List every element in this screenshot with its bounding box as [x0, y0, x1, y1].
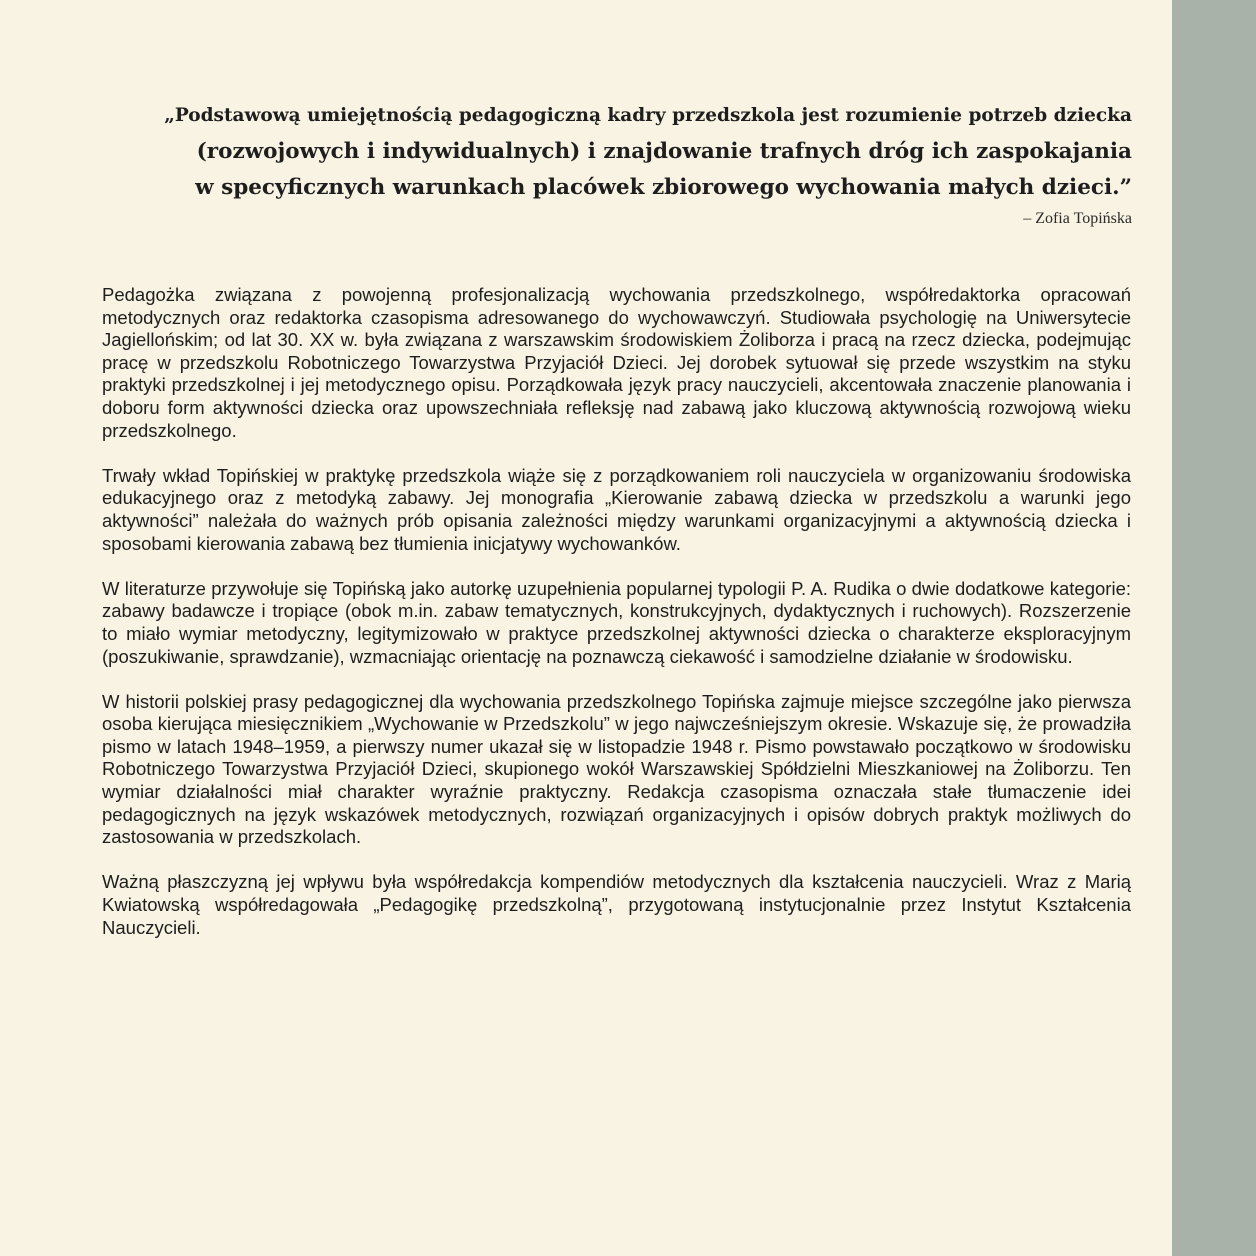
- paragraph-3: W literaturze przywołuje się Topińską jako autorkę uzupełnienia popularnej typologii P. A. Rudika o dwie dodatkowe kategorie: zabawy badawcze i tropiące (obok m.in. zabaw tematycznych, konstrukcyjnych, dydaktycznych i ruchowych). Rozszerzenie to miało wymiar metodyczny, legitymizowało w praktyce przedszkolnej aktywności dziecka o charakterze eksploracyjnym (poszukiwanie, sprawdzanie), wzmacniając orientację na poznawczą ciekawość i samodzielne działanie w środowisku.: [102, 577, 1131, 667]
- paragraph-2: Trwały wkład Topińskiej w praktykę przedszkola wiąże się z porządkowaniem roli nauczyciela w organizowaniu środowiska edukacyjnego oraz z metodyką zabawy. Jej monografia „Kierowanie zabawą dziecka w przedszkolu a warunki jego aktywności” należała do ważnych prób opisania zależności między warunkami organizacyjnymi a aktywnością dziecka i sposobami kierowania zabawą bez tłumienia inicjatywy wychowanków.: [102, 464, 1131, 554]
- quote-line-2: (rozwojowych i indywidualnych) i znajdowanie trafnych dróg ich zaspokajania: [196, 139, 1132, 164]
- quote-attribution: – Zofia Topińska: [1023, 210, 1132, 227]
- quote-line-1: „Podstawową umiejętnością pedagogiczną kadry przedszkola jest rozumienie potrzeb dziecka: [164, 105, 1132, 126]
- body-text: [102, 284, 1131, 962]
- paragraph-4: W historii polskiej prasy pedagogicznej dla wychowania przedszkolnego Topińska zajmuje miejsce szczególne jako pierwsza osoba kierująca miesięcznikiem „Wychowanie w Przedszkolu” w jego najwcześniejszym okresie. Wskazuje się, że prowadziła pismo w latach 1948–1959, a pierwszy numer ukazał się w listopadzie 1948 r. Pismo powstawało początkowo w środowisku Robotniczego Towarzystwa Przyjaciół Dzieci, skupionego wokół Warszawskiej Spółdzielni Mieszkaniowej na Żoliborzu. Ten wymiar działalności miał charakter wyraźnie praktyczny. Redakcja czasopisma oznaczała stałe tłumaczenie idei pedagogicznych na język wskazówek metodycznych, rozwiązań organizacyjnych i opisów dobrych praktyk możliwych do zastosowania w przedszkolach.: [102, 690, 1131, 848]
- paragraph-5: Ważną płaszczyzną jej wpływu była współredakcja kompendiów metodycznych dla kształcenia nauczycieli. Wraz z Marią Kwiatowską współredagowała „Pedagogikę przedszkolną”, przygotowaną instytucjonalnie przez Instytut Kształcenia Nauczycieli.: [102, 871, 1131, 938]
- quote-line-3: w specyficznych warunkach placówek zbiorowego wychowania małych dzieci.”: [195, 175, 1132, 200]
- epigraph-quote: [150, 98, 1132, 230]
- paragraph-1: Pedagożka związana z powojenną profesjonalizacją wychowania przedszkolnego, współredaktorka opracowań metodycznych oraz redaktorka czasopisma adresowanego do wychowawczyń. Studiowała psychologię na Uniwersytecie Jagiellońskim; od lat 30. XX w. była związana z warszawskim środowiskiem Żoliborza i pracą na rzecz dziecka, podejmując pracę w przedszkolu Robotniczego Towarzystwa Przyjaciół Dzieci. Jej dorobek sytuował się przede wszystkim na styku praktyki przedszkolnej i jej metodycznego opisu. Porządkowała język pracy nauczycieli, akcentowała znaczenie planowania i doboru form aktywności dziecka oraz upowszechniała refleksję nad zabawą jako kluczową aktywnością rozwojową wieku przedszkolnego.: [102, 284, 1131, 441]
- side-color-strip: [1172, 0, 1256, 1256]
